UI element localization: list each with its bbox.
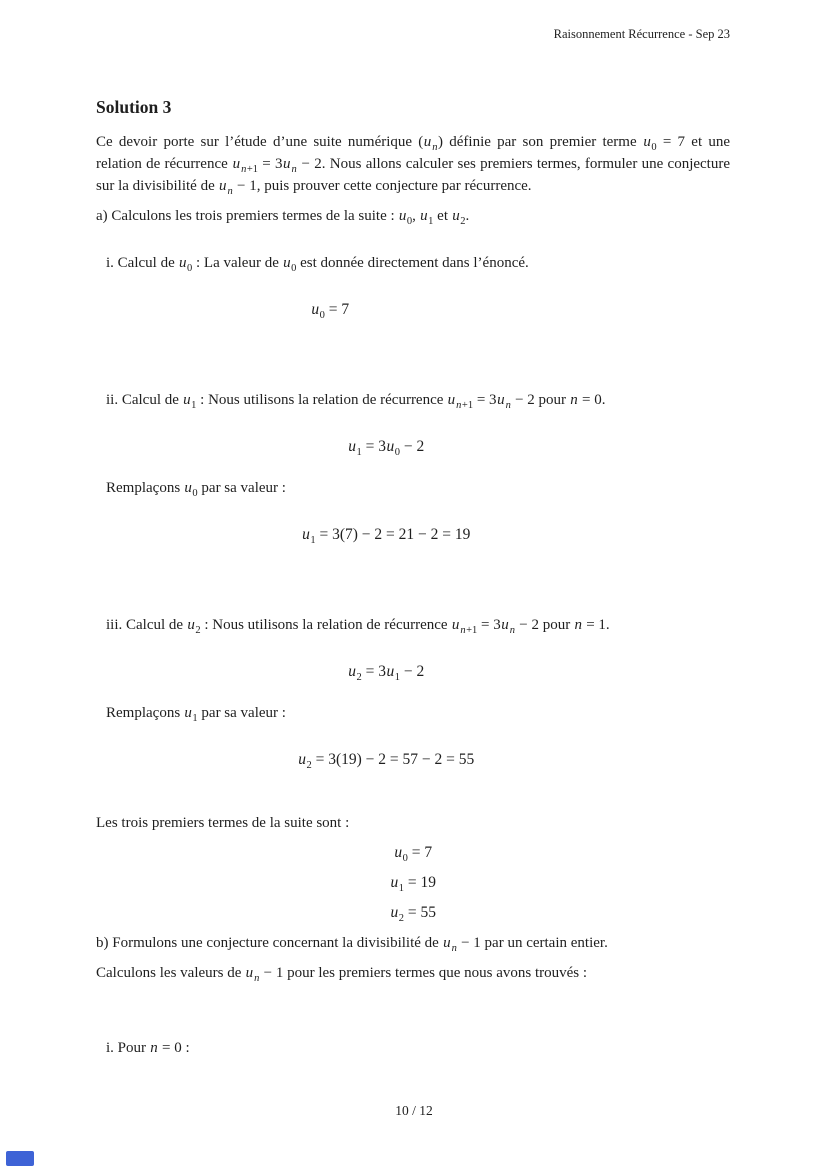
section-title: Solution 3 <box>96 97 172 117</box>
paragraph: Calculons les valeurs de $u_n - 1$ pour les premiers termes que nous avons trouvés : <box>96 965 588 984</box>
page-header: Raisonnement Récurrence - Sep 23 <box>553 27 730 41</box>
page-number: 10 / 12 <box>395 1103 433 1118</box>
blue-corner-marker <box>6 1151 34 1166</box>
paragraph: a) Calculons les trois premiers termes de la suite : $u_0$, $u_1$ et $u_2$. <box>96 208 470 227</box>
paragraph: Remplaçons $u_1$ par sa valeur : <box>106 705 286 724</box>
equation: $u_0 = 7$ <box>311 301 350 322</box>
paragraph: Remplaçons $u_0$ par sa valeur : <box>106 480 286 499</box>
list-item: i. Calcul de $u_0$ : La valeur de $u_0$ est donnée directement dans l’énoncé. <box>106 255 529 274</box>
paragraph: Ce devoir porte sur l’étude d’une suite numérique $(u_n)$ définie par son premier terme $u_0 = 7$ et une relation de récurrence $u_{n+1} = 3u_n - 2$. Nous allons calculer ses premiers termes, formuler une conjecture sur la divisibilité de $u_n - 1$, puis prouver cette conjecture par récurrence. <box>96 134 730 197</box>
list-item: i. Pour n = 0 : <box>106 1040 190 1056</box>
equation: $u_1 = 3u_0 - 2$ <box>348 438 425 459</box>
paragraph: Les trois premiers termes de la suite sont : <box>96 815 350 831</box>
equation: $u_1 = 3(7) - 2 = 21 - 2 = 19$ <box>302 526 471 547</box>
list-item: ii. Calcul de $u_1$ : Nous utilisons la relation de récurrence $u_{n+1} = 3u_n - 2$ pour n = 0. <box>106 392 606 411</box>
equation: $u_0 = 7$ <box>394 844 433 865</box>
paragraph: b) Formulons une conjecture concernant la divisibilité de $u_n - 1$ par un certain entier. <box>96 935 608 954</box>
document-body <box>96 131 730 1059</box>
equation: $u_1 = 19$ <box>390 874 436 895</box>
equation: $u_2 = 3u_1 - 2$ <box>348 663 425 684</box>
equation: $u_2 = 3(19) - 2 = 57 - 2 = 55$ <box>298 751 475 772</box>
equation: $u_2 = 55$ <box>390 904 436 925</box>
list-item: iii. Calcul de $u_2$ : Nous utilisons la relation de récurrence $u_{n+1} = 3u_n - 2$ pour n = 1. <box>106 617 610 636</box>
